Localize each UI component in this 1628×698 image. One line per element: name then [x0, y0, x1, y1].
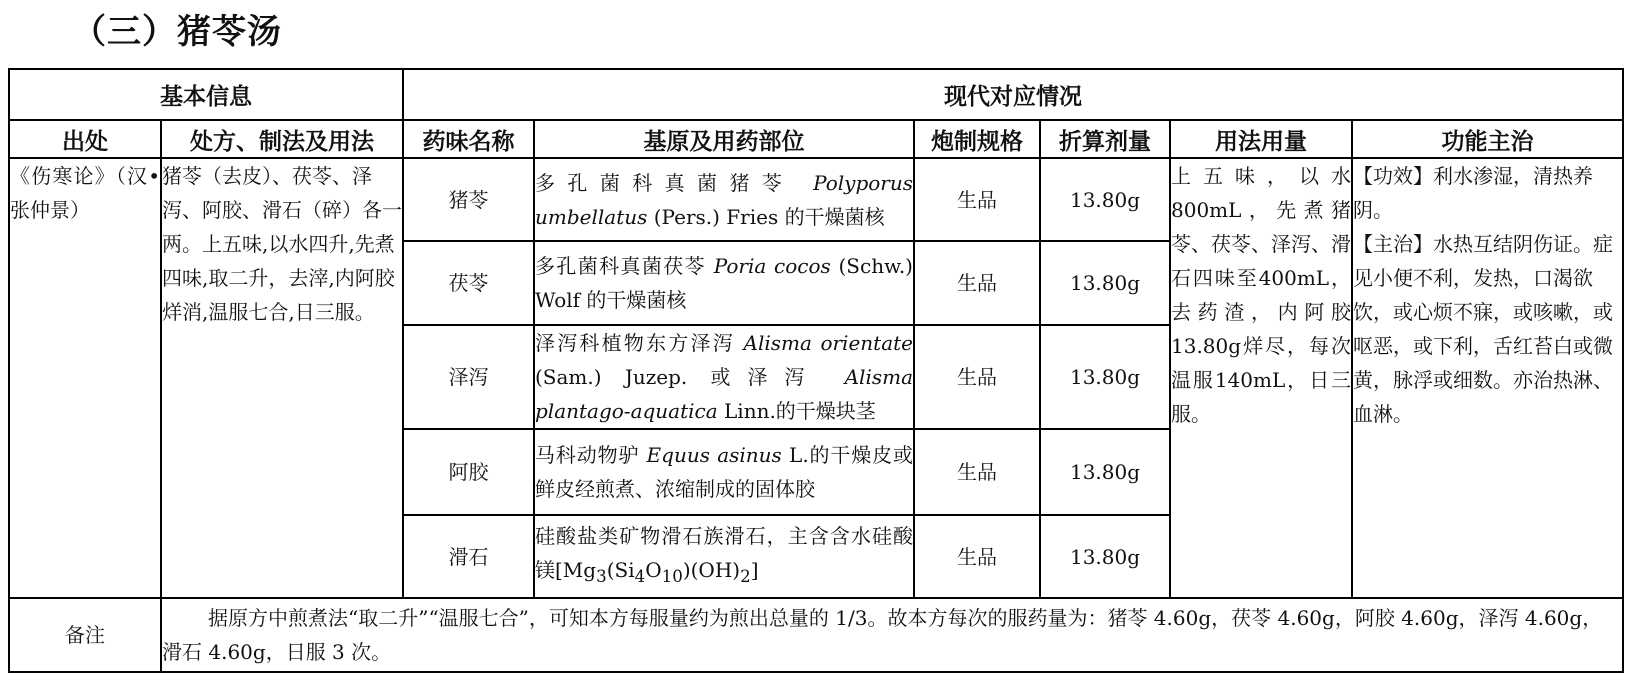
processing-cell: 生品: [914, 515, 1040, 598]
group-header-modern: 现代对应情况: [403, 69, 1623, 120]
header-processing: 炮制规格: [914, 120, 1040, 158]
herb-cell: 茯苓: [403, 241, 534, 325]
note-label: 备注: [9, 598, 161, 672]
source-cell: 《伤寒论》（汉•张仲景）: [9, 158, 161, 598]
origin-cell: 硅酸盐类矿物滑石族滑石，主含含水硅酸镁$[Mg_3(Si_4O_{10})(OH)_2]$: [534, 515, 914, 598]
page-title: （三）猪苓汤: [72, 12, 282, 52]
note-row: [9, 598, 1623, 672]
origin-cell: 多孔菌科真菌茯苓 Poria cocos (Schw.) Wolf 的干燥菌核: [534, 241, 914, 325]
note-text: 据原方中煎煮法“取二升”“温服七合”，可知本方每服量约为煎出总量的 1/3。故本方每次的服药量为：猪苓 4.60g，茯苓 4.60g，阿胶 4.60g，泽泻 4.60g，滑石 4.60g，日服 3 次。: [162, 606, 1603, 664]
herb-cell: 阿胶: [403, 429, 534, 515]
function-cell: [1352, 158, 1623, 598]
herb-cell: 滑石: [403, 515, 534, 598]
dose-cell: 13.80g: [1040, 429, 1170, 515]
note-cell: [161, 598, 1623, 672]
herb-cell: 泽泻: [403, 325, 534, 429]
dose-cell: 13.80g: [1040, 158, 1170, 241]
header-usage: 用法用量: [1170, 120, 1352, 158]
header-source: 出处: [9, 120, 161, 158]
processing-cell: 生品: [914, 429, 1040, 515]
processing-cell: 生品: [914, 158, 1040, 241]
header-dose: 折算剂量: [1040, 120, 1170, 158]
processing-cell: 生品: [914, 325, 1040, 429]
header-origin: 基原及用药部位: [534, 120, 914, 158]
prescription-table: [8, 68, 1624, 673]
herb-cell: 猪苓: [403, 158, 534, 241]
dose-cell: 13.80g: [1040, 515, 1170, 598]
dose-cell: 13.80g: [1040, 241, 1170, 325]
group-header-row: [9, 69, 1623, 120]
usage-cell: 上五味，以水800mL，先煮猪苓、茯苓、泽泻、滑石四味至400mL，去药渣，内阿胶13.80g烊尽，每次温服140mL，日三服。: [1170, 158, 1352, 598]
group-header-basic: 基本信息: [9, 69, 403, 120]
indications-text: 【主治】水热互结阴伤证。症见小便不利，发热，口渴欲饮，或心烦不寐，或咳嗽，或呕恶，或下利，舌红苔白或微黄，脉浮或细数。亦治热淋、血淋。: [1353, 232, 1613, 426]
table-row: [9, 158, 1623, 241]
origin-cell: 马科动物驴 Equus asinus L.的干燥皮或鲜皮经煎煮、浓缩制成的固体胶: [534, 429, 914, 515]
prescription-cell: 猪苓（去皮）、茯苓、泽泻、阿胶、滑石（碎）各一两。上五味,以水四升,先煮四味,取二升，去滓,内阿胶烊消,温服七合,日三服。: [161, 158, 403, 598]
header-function: 功能主治: [1352, 120, 1623, 158]
header-prescription: 处方、制法及用法: [161, 120, 403, 158]
origin-cell: 泽泻科植物东方泽泻 Alisma orientate (Sam.) Juzep. 或泽泻 Alisma plantago-aquatica Linn.的干燥块茎: [534, 325, 914, 429]
efficacy-text: 【功效】利水渗湿，清热养阴。: [1353, 164, 1593, 222]
origin-cell: 多孔菌科真菌猪苓 Polyporus umbellatus (Pers.) Fries 的干燥菌核: [534, 158, 914, 241]
dose-cell: 13.80g: [1040, 325, 1170, 429]
column-header-row: [9, 120, 1623, 158]
header-herb: 药味名称: [403, 120, 534, 158]
processing-cell: 生品: [914, 241, 1040, 325]
